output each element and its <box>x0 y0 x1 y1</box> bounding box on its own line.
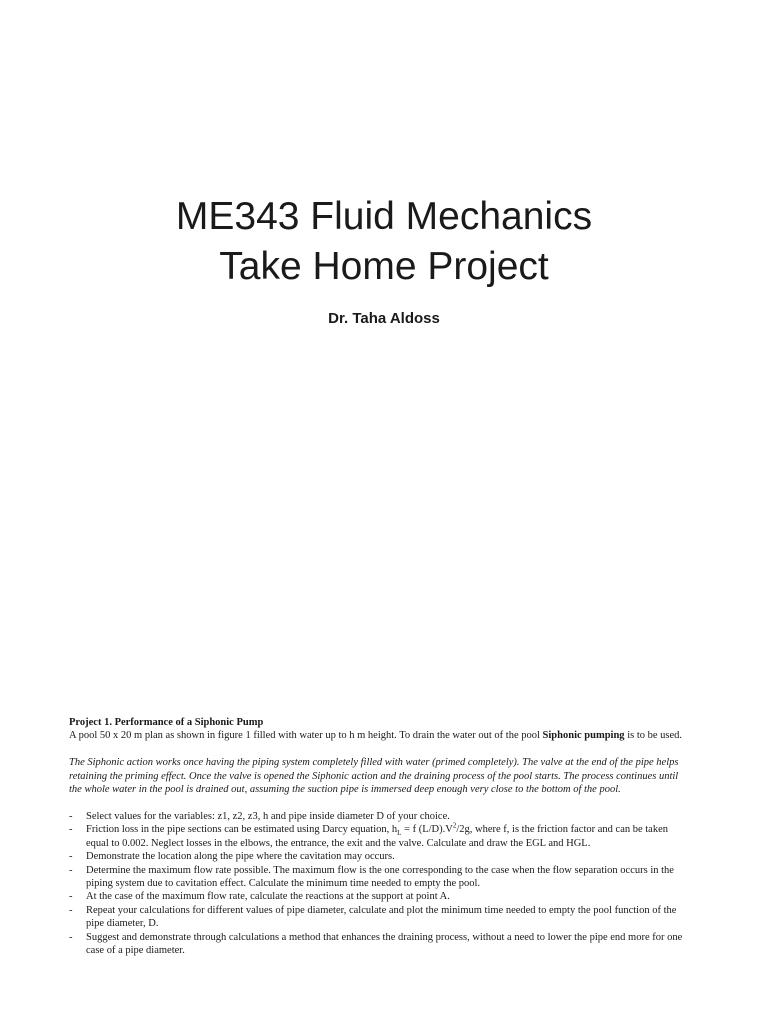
bullet-dash: - <box>69 864 73 876</box>
task-item <box>69 931 690 958</box>
task-item <box>69 850 690 863</box>
project-intro <box>69 729 690 742</box>
bullet-dash: - <box>69 824 73 836</box>
task-item <box>69 890 690 903</box>
intro-text-start: A pool 50 x 20 m plan as shown in figure 1 filled with water up to h m height. To drain the water out of the pool <box>69 730 543 742</box>
task-item <box>69 810 690 823</box>
project-description: The Siphonic action works once having the piping system completely filled with water (primed completely). The valve at the end of the pipe helps retaining the priming effect. Once the valve is opened the Siphonic action and the draining process of the pool starts. The process continues until the whole water in the pool is drained out, assuming the suction pipe is immersed deep enough very close to the bottom of the pool. <box>69 757 679 796</box>
task-item <box>69 904 690 931</box>
task-text: Determine the maximum flow rate possible. The maximum flow is the one corresponding to the case when the flow separation occurs in the piping system due to cavitation effect. Calculate the minimum time needed to empty the pool. <box>86 864 674 890</box>
intro-bold-term: Siphonic pumping <box>542 730 625 742</box>
friction-text-3: /2g, where f, is the friction factor and can be taken equal to 0.002. Neglect losses in the elbows, the entrance, the exit and the valve. Calculate and draw the EGL and HGL. <box>86 824 669 849</box>
bullet-dash: - <box>69 931 73 943</box>
bullet-dash: - <box>69 851 73 863</box>
intro-text-end: is to be used. <box>624 730 683 742</box>
task-list <box>69 810 690 957</box>
task-text: Suggest and demonstrate through calculations a method that enhances the draining process, without a need to lower the pipe end more for one case of a pipe diameter. <box>86 931 683 957</box>
project-section <box>69 716 690 958</box>
task-text: At the case of the maximum flow rate, calculate the reactions at the support at point A. <box>86 891 450 903</box>
task-text: Repeat your calculations for different values of pipe diameter, calculate and plot the minimum time needed to empty the pool function of the pipe diameter, D. <box>86 904 677 930</box>
friction-superscript: 2 <box>452 821 457 830</box>
bullet-dash: - <box>69 904 73 916</box>
course-title: ME343 Fluid Mechanics <box>175 195 593 238</box>
title-block <box>0 192 768 292</box>
friction-text-1: Friction loss in the pipe sections can be estimated using Darcy equation, h <box>86 824 398 836</box>
friction-text-2: = f (L/D).V <box>401 824 453 836</box>
task-item-friction <box>69 823 690 850</box>
task-item <box>69 864 690 891</box>
task-text: Demonstrate the location along the pipe where the cavitation may occurs. <box>86 851 395 863</box>
friction-subscript: L <box>397 829 402 838</box>
bullet-dash: - <box>69 891 73 903</box>
author-name: Dr. Taha Aldoss <box>328 310 440 327</box>
project-heading: Project 1. Performance of a Siphonic Pump <box>69 717 264 728</box>
task-text: Select values for the variables: z1, z2, z3, h and pipe inside diameter D of your choice. <box>86 811 450 823</box>
project-title: Take Home Project <box>219 245 549 288</box>
bullet-dash: - <box>69 811 73 823</box>
